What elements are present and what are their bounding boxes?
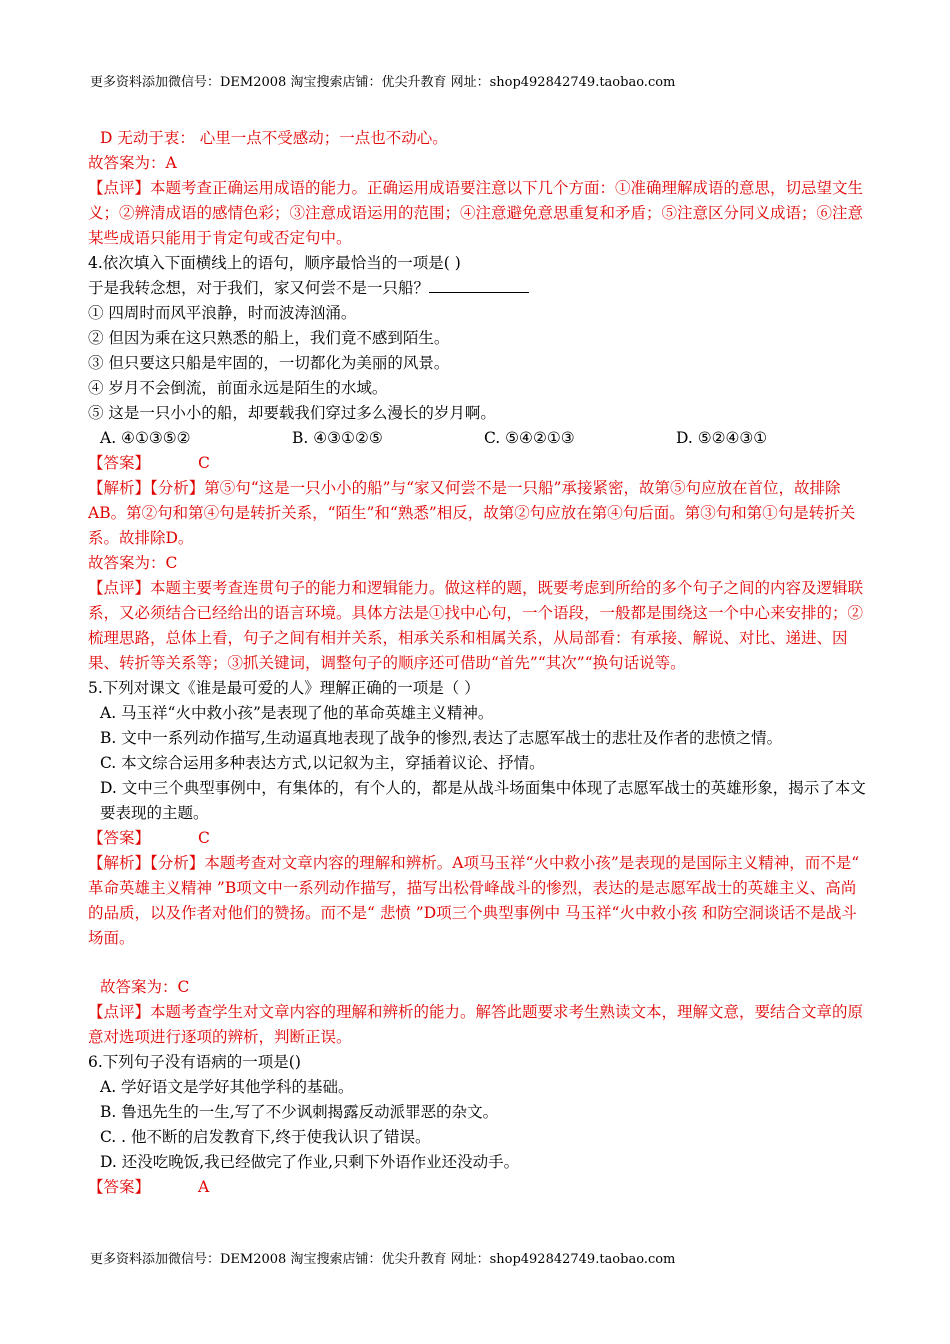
answer-value: C: [198, 454, 210, 472]
q4-sentence: ⑤ 这是一只小小的船，却要载我们穿过多么漫长的岁月啊。: [88, 404, 496, 422]
answer-value: A: [198, 1178, 210, 1196]
q6-answer: [88, 1175, 868, 1200]
q6-option-d: D. 还没吃晚饭,我已经做完了作业,只剩下外语作业还没动手。: [100, 1153, 520, 1171]
q6-option-b: B. 鲁迅先生的一生,写了不少讽刺揭露反动派罪恶的杂文。: [100, 1103, 499, 1121]
q4-context-line: [88, 276, 868, 301]
q5-answer: [88, 826, 868, 851]
q4-sentence: ③ 但只要这只船是牢固的，一切都化为美丽的风景。: [88, 354, 450, 372]
q5-option-c: C. 本文综合运用多种表达方式,以记叙为主，穿插着议论、抒情。: [100, 754, 545, 772]
q3-answer-line: 故答案为：A: [88, 154, 177, 172]
q4-option-d: D. ⑤②④③①: [676, 429, 768, 447]
q5-analysis: 【解析】【分析】本题考查对文章内容的理解和辨析。A项马玉祥“火中救小孩”是表现的是国际主义精神，而不是“ 革命英雄主义精神 ”B项文中一系列动作描写，描写出松骨峰战斗的惨烈，表达的是志愿军战士的英雄主义、高尚的品质，以及作者对他们的赞扬。而不是“ 悲愤 ”D项三个典型事例中 马玉祥“火中救小孩 和防空洞谈话不是战斗场面。: [88, 854, 860, 947]
q4-sentence: ② 但因为乘在这只熟悉的船上，我们竟不感到陌生。: [88, 329, 450, 347]
q4-stem: 4.依次填入下面横线上的语句，顺序最恰当的一项是( ): [88, 254, 461, 272]
q3-option-d: D 无动于衷： 心里一点不受感动；一点也不动心。: [100, 129, 448, 147]
answer-value: C: [198, 829, 210, 847]
q4-answer: [88, 451, 868, 476]
q4-sentence: ① 四周时而风平浪静，时而波涛汹涌。: [88, 304, 357, 322]
page-header: 更多资料添加微信号：DEM2008 淘宝搜索店铺：优尖升教育 网址：shop492842749.taobao.com: [90, 75, 676, 90]
q4-context: 于是我转念想，对于我们，家又何尝不是一只船？: [88, 279, 430, 297]
q6-option-a: A. 学好语文是学好其他学科的基础。: [100, 1078, 354, 1096]
spacer: [88, 951, 868, 975]
answer-label: 【答案】: [88, 829, 151, 847]
q4-analysis: 【解析】【分析】第⑤句“这是一只小小的船”与“家又何尝不是一只船”承接紧密，故第⑤句应放在首位，故排除AB。第②句和第④句是转折关系，“陌生”和“熟悉”相反，故第②句应放在第④句后面。第③句和第①句是转折关系。故排除D。: [88, 479, 856, 547]
q4-sentence: ④ 岁月不会倒流，前面永远是陌生的水域。: [88, 379, 388, 397]
document-body: [88, 126, 868, 1200]
q5-answer-line: 故答案为：C: [100, 978, 190, 996]
q6-stem: 6.下列句子没有语病的一项是(): [88, 1053, 301, 1071]
q4-options: [88, 426, 868, 451]
answer-label: 【答案】: [88, 1178, 151, 1196]
q5-option-b: B. 文中一系列动作描写,生动逼真地表现了战争的惨烈,表达了志愿军战士的悲壮及作者的悲愤之情。: [100, 729, 783, 747]
q4-comment: 【点评】本题主要考查连贯句子的能力和逻辑能力。做这样的题，既要考虑到所给的多个句子之间的内容及逻辑联系，又必须结合已经给出的语言环境。具体方法是①找中心句，一个语段，一般都是围绕这一个中心来安排的；②梳理思路，总体上看，句子之间有相并关系，相承关系和相属关系，从局部看：有承接、解说、对比、递进、因果、转折等关系等；③抓关键词，调整句子的顺序还可借助“首先”“其次”“换句话说等。: [88, 579, 864, 672]
q6-option-c: C. . 他不断的启发教育下,终于使我认识了错误。: [100, 1128, 431, 1146]
q4-answer-line: 故答案为：C: [88, 554, 178, 572]
q4-option-b: B. ④③①②⑤: [292, 429, 383, 447]
page-footer: 更多资料添加微信号：DEM2008 淘宝搜索店铺：优尖升教育 网址：shop492842749.taobao.com: [90, 1252, 676, 1267]
q4-blank: [429, 278, 529, 293]
q4-option-a: A. ④①③⑤②: [100, 429, 191, 447]
q5-option-d: D. 文中三个典型事例中，有集体的，有个人的，都是从战斗场面集中体现了志愿军战士的英雄形象，揭示了本文要表现的主题。: [100, 779, 866, 822]
q3-comment: 【点评】本题考查正确运用成语的能力。正确运用成语要注意以下几个方面：①准确理解成语的意思，切忌望文生义；②辨清成语的感情色彩；③注意成语运用的范围；④注意避免意思重复和矛盾；⑤注意区分同义成语；⑥注意某些成语只能用于肯定句或否定句中。: [88, 179, 864, 247]
answer-label: 【答案】: [88, 454, 151, 472]
q4-option-c: C. ⑤④②①③: [484, 429, 575, 447]
q5-comment: 【点评】本题考查学生对文章内容的理解和辨析的能力。解答此题要求考生熟读文本，理解文意，要结合文章的原意对选项进行逐项的辨析，判断正误。: [88, 1003, 864, 1046]
q5-stem: 5.下列对课文《谁是最可爱的人》理解正确的一项是（ ）: [88, 679, 480, 697]
q5-option-a: A. 马玉祥“火中救小孩”是表现了他的革命英雄主义精神。: [100, 704, 494, 722]
